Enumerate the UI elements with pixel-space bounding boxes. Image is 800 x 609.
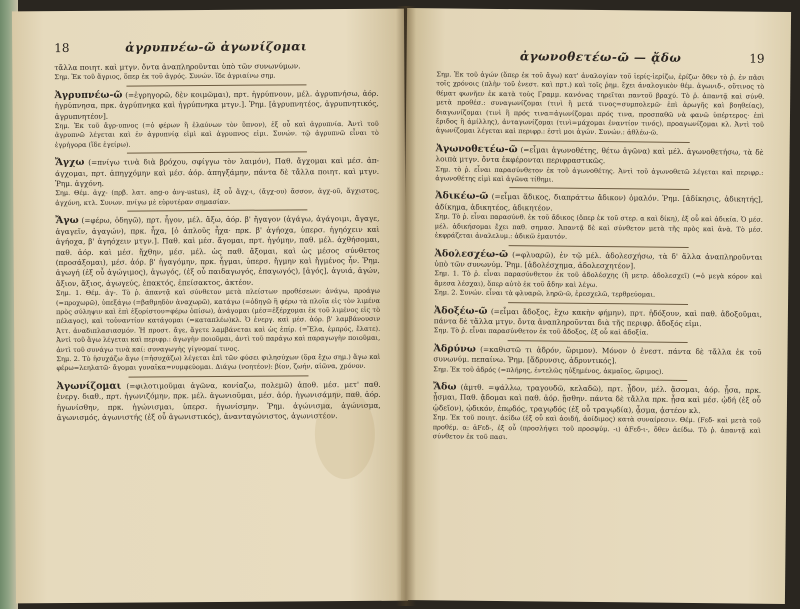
entry-note: Σημ. Ἐκ τοῦ ἀγών (ὅπερ ἐκ τοῦ ἄγω) κατ' ἀναλογίαν τοῦ ἱερίς-ἱερίζω, ἐρίζω· ὅθεν τὸ ῥ. ἐν πᾶσι τοῖς χρόνοις (πλὴν τοῦ ἐνεστ. καὶ πρτ.) καὶ τοῖς ῥημ. ἔχει ἀναλογικὸν θέμ. ἀγωνιδ-, οὕτινος τὸ θέματ φωνῆεν ἐκ κατὰ τοὺς Γραμμ. κανόνας τηρεῖται παντοῦ βραχύ. Τὸ ῥ. ἀπαντᾷ καὶ σύνθ. μετὰ προθέσ.: συναγωνίζομαι (τινὶ ἢ μετά τινος=συμπολεμῶ· ἐπὶ ἀρωγῆς καὶ βοηθείας), διαγωνίζομαι (τινὶ ἢ πρός τινα=ἀγωνίζομαι πρός τινα, προσπαθῶ νὰ φανῶ ὑπέρτερος· ἐπὶ ἔριδος ἢ ἀμίλλης), ἀνταγωνίζομαι (τινὶ=μάχομαι ἐναντίον τινός), προαγωνίζομαι κλ. Ἀντὶ τοῦ ἀγωνίζομαι λέγεται καὶ περιφρ.: ἐστὶ μοι ἀγών. Συνών.: ἀθλέω-ῶ. bbox=[435, 70, 765, 138]
entry-lemma: Ἀδρύνω bbox=[433, 343, 476, 355]
entry-definition: (ἀμτθ. =ψάλλω, τραγουδῶ, κελαδῶ), πρτ. ᾖδον, μέλ. ᾄσομαι, ἀόρ. ᾖσα, πρκ. ᾖσμαι, Παθ. ᾄδομαι καὶ παθ. ἀόρ. ᾔσθην. πάντα δὲ τἄλλα πρκ. ᾖσα καὶ μέσ. ᾠδή (ἐξ οὗ ᾠδεῖον), ᾠδικόν, ἐπῳδός, τραγῳδός (ἐξ οὗ τραγῳδία), ᾆσμα, ᾀστέον κλ. bbox=[432, 382, 762, 415]
entry-lemma: Ἀδολεσχέω-ῶ bbox=[434, 247, 509, 260]
page-number: 19 bbox=[749, 51, 765, 66]
page-number: 18 bbox=[54, 40, 70, 56]
entry-divider bbox=[510, 140, 690, 143]
entry-divider bbox=[508, 302, 688, 305]
right-page-header bbox=[437, 48, 765, 65]
entry-note: Σημ. Θέμ. ἀγχ- (πρβ. λατ. ang-o ἀνγ-ustus), ἐξ οὗ ἄγχ-ι, (ἄγχ-ου) ἄσσον, ἀγχ-οῦ, ἄγχιστος, ἀγχόνη, κτλ. Συνων. πνίγω μὲ εὐρυτέραν σημασίαν. bbox=[55, 187, 380, 207]
entry-definition: (=πνίγω τινὰ διὰ βρόχου, σφίγγω τὸν λαιμόν), Παθ. ἄγχομαι καὶ μέσ. ἀπ-άγχομαι, πρτ. ἀπηγχόμην καὶ μέσ. ἀόρ. ἀπηγξάμην, πάντα δὲ τἄλλα ποιητ. καὶ μτγν. Ῥημ. ἀγχόνη. bbox=[55, 156, 380, 189]
dictionary-entry bbox=[55, 156, 379, 189]
entry-note: Σημ. 2. Συνών. εἶναι τὰ φλυαρῶ, ληρῶ-ῶ, ἐρεσχελῶ, τερθρεύομαι. bbox=[434, 288, 656, 299]
entry-lemma: Ἀγωνοθετέω-ῶ bbox=[435, 143, 518, 156]
entry-note: Σημ. Τὸ ῥ. εἶναι παρασύνθετον ἐκ τοῦ ἄδοξος, ἐξ οὗ καὶ ἀδοξία. bbox=[433, 326, 649, 337]
running-head: ἀγρυπνέω-ῶ ἀγωνίζομαι bbox=[125, 39, 308, 55]
right-page bbox=[401, 8, 791, 604]
book-gutter bbox=[396, 6, 416, 606]
entry-definition: (=φιλοτιμοῦμαι ἀγῶνα, κονίαζω, πολεμῶ) ἀποθ. μέσ. μετ' παθ. ἐνεργ. διαθ., πρτ. ἠγωνιζόμην, πρκ. μέλ. ἀγωνιοῦμαι, μέσ. ἀόρ. ἠγωνισάμην, παθ. ἀόρ. ἠγωνίσθην, πρκ. ἠγώνισμαι, ὑπερσ. ἠγωνίσμην. Ῥημ. ἀγώνισμα, ἀγώνισμα, ἀγωνισμός, ἀγωνιστής (ἐξ οὗ ἀγωνιστικός), ἀνανταγώνιστος, ἀγωνιστέον. bbox=[56, 379, 381, 423]
entry-divider bbox=[509, 245, 689, 248]
left-page-text bbox=[54, 61, 381, 424]
entry-note: Σημ. Ἐκ τοῦ ποιητ. ἀείδω (ἐξ οὗ καὶ ἀοιδή, ἀοίδιμος) κατὰ συναίρεσιν. Θέμ. (Fεδ- καὶ μετὰ τοῦ προθέμ. α: ἀFεδ-, ἐξ οὗ (προσλήψει τοῦ προσφύμ. -ι) ἀFεδ-ι-, ὅθεν ἀείδω. Τὸ ῥ. ἀπαντᾷ καὶ σύνθετον ἐκ τοῦ πασι. bbox=[432, 413, 761, 442]
entry-lemma: Ἀδοξέω-ῶ bbox=[433, 304, 488, 317]
entry-divider bbox=[128, 375, 308, 377]
entry-lemma: Ἀγωνίζομαι bbox=[56, 380, 122, 392]
entry-divider bbox=[127, 152, 307, 154]
entry-definition: (=φέρω, ὁδηγῶ), πρτ. ἦγον, μέλ. ἄξω, ἀόρ. β' ἤγαγον (ἀγάγω, ἀγάγοιμι, ἄγαγε, ἀγαγεῖν, ἀγαγών), πρκ. ἦχα, [ὁ ἀπλοῦς ἦχα· πρκ. β' ἀγήοχα, ὑπερσ. ἠγηόχειν καὶ ἀγήοχα, β' ἀγηόχειν μτγν.]. Παθ. καὶ μέσ. ἄγομαι, πρτ. ἠγόμην, παθ. μέλ. ἀχθήσομαι, παθ. ἀόρ. καὶ μέσ. ἤχθην, μέσ. μέλ. ὡς παθ. ἄξομαι, καὶ ὡς μέσος σύνθετος (προσάξομαι), μέσ. ἀόρ. β' ἠγαγόμην, πρκ. ἦγμαι, ὑπερσ. ἤγμην καὶ ἤγμένος ἦν. Ῥημ. ἀγωγή (ἐξ οὗ ἀγώγιμος), ἀγωγός, (ἐξ οὗ παιδαγωγός, ἐπαγωγός), [ἀγός], ἀγυιά, ἀγών, ἄξιον, ἄξιος, ἀγωγεύς, ἐπακτός, ἐπείσακτος, ἀκτέον. bbox=[55, 214, 380, 288]
entry-definition: (=εἶμαι ἄδικος, διαπράττω ἄδικον) ὁμαλόν. Ῥημ. [ἀδίκησις, ἀδικητής], ἀδίκημα, ἀδικητέος, ἀδικητέον. bbox=[434, 192, 764, 213]
entry-definition: (=καθιστῶ τι ἀδρόν, ὥριμον). Μόνον ὁ ἐνεστ. πάντα δὲ τἄλλα ἐκ τοῦ συνωνύμ. πεπαίνω. Ῥημ. [ἄδρυνσις, ἀδρυντικός]. bbox=[433, 344, 762, 366]
dictionary-entry bbox=[54, 89, 378, 122]
entry-note: Σημ. 1. Τὸ ῥ. εἶναι παρασύνθετον ἐκ τοῦ ἀδολέσχης (ἢ μετρ. ἀδολεσχεῖ) (=ὁ μεγὰ κόρον καὶ ἄμεσα λέσχαι), ὅπερ αὐτὸ ἐκ τοῦ ἄδην καὶ λέγω. bbox=[434, 269, 763, 289]
entry-lemma: Ἄγω bbox=[55, 215, 79, 227]
entry-divider bbox=[509, 188, 689, 191]
entry-note: Σημ. 2. Τὸ ἡσυχάζω ἄγω (=ἡσυχάζω) λέγεται ἐπὶ τῶν φύσει φιλησύχων (ὅρα ἔχω σημ.) ἄγω καὶ φέρω=λεηλατῶ· ἄγομαι γυναῖκα=νυμφεύομαι. Διάγω (νοητέον): βίον, ζωήν, αἰῶνα, χρόνον. bbox=[56, 352, 381, 373]
entry-note: Σημ. τὸ ῥ. εἶναι παρασύνθετον ἐκ τοῦ ἀγωνοθέτης. Ἀντὶ τοῦ ἀγωνοθετῶ λέγεται καὶ περιφρ.: ἀγωνοθέτης εἰμὶ καὶ ἀγῶνα τίθημι. bbox=[435, 164, 764, 184]
entry-note: Σημ. Ἐκ τοῦ ἀδρός (=πλήρης, ἐντελῶς ηὐξημένος, ἀκμαῖος, ὥριμος). bbox=[433, 364, 664, 376]
entry-lemma: Ἀδικέω-ῶ bbox=[435, 190, 489, 203]
entry-note: Σημ. Ἐκ τοῦ ἄγρ-υπνος (=ὁ φέρων ἢ ἐλαύνων τὸν ὕπνον), ἐξ οὗ καὶ ἀγρυπνία. Ἀντὶ τοῦ ἀγρυπνῶ λέγεται καὶ ἐν ἀγρυπνίᾳ εἰμὶ καὶ ἀγρυπνος εἰμι. Συνών. τῷ ἀγρυπνῶ εἶναι τὸ ἐγρήγορα (ἴδε ἐγείρω). bbox=[54, 119, 379, 149]
entry-lemma: Ἄγχω bbox=[54, 157, 85, 169]
entry-note: Σημ. 1. Θέμ. ἀγ-. Τὸ ῥ. ἀπαντᾷ καὶ σύνθετον μετὰ πλείστων προθέσεων: ἀνάγω, προάγω (=προχωρῶ), ὑπεξάγω (=βαθμηδὸν ἀναχωρῶ), κατάγω (=ὁδηγῶ ἢ φέρω τὰ πλοῖα εἰς τὸν λιμένα πρὸς σύληψιν καὶ ἐπὶ ἐξορίστου=φέρω ὀπίσω), ἀνάγομαι (μέσ=ἐξέρχομαι ἐκ τοῦ λιμένος εἰς τὸ πέλαγος), καὶ τοὐναντίον κατάγομαι (=καταπλέω)κλ. Ὁ ἐνεργ. καὶ μέσ. ἀόρ. β' λαμβάνουσιν Ἀττ. ἀναδιπλασιασμόν. Ἡ προστ. ἄγε, ἄγετε λαμβάνεται καὶ ὡς ἐπίρ. (=Ἔλα, ἐμπρός, ἔλατε). Ἀντὶ τοῦ ἄγω λέγεται καὶ περιφρ.: ἀγωγὴν ποιοῦμαι, ἀντὶ τοῦ παράγω καὶ παραγωγὴν ποιοῦμαι, ἀντὶ τοῦ συνάγω τινὰ καί: συναγωγὴς γίγνομαί τινος. bbox=[55, 286, 381, 354]
entry-note: Σημ. Ἐκ τοῦ ἄγριος, ὅπερ ἐκ τοῦ ἀγρός. Συνών. ἴδε ἀγριαίνω σημ. bbox=[54, 71, 276, 82]
left-page-header bbox=[54, 39, 378, 55]
left-page bbox=[12, 9, 408, 604]
entry-note: Σημ. Τὸ ῥ. εἶναι παρασύνθ. ἐκ τοῦ ἄδικος (ὅπερ ἐκ τοῦ στερ. α καὶ δίκη), ἐξ οὗ καὶ ἀδικία. Ὁ μέσ. μέλ. ἀδικήσομαι ἔχει παθ. σημασ. Ἀπαντᾷ δὲ καὶ σύνθετον μετὰ τῆς πρὸς καὶ ἀνὰ. Τὸ μέσ. ἐκφράζεται ἀναλελυμ.: ἀδικῶ ἐμαυτόν. bbox=[434, 212, 763, 241]
entry-definition: (=φλυαρῶ), ἐν τῷ μέλ. ἀδολεσχήσω, τὰ δ' ἄλλα ἀναπληροῦνται ὑπὸ τῶν συνωνύμ. Ῥημ. [ἀδολέσχημα, ἀδολεσχητέον]. bbox=[434, 249, 763, 271]
entry-definition: (=εἶμαι ἄδοξος, ἔχω κακὴν φήμην), πρτ. ἠδόξουν, καὶ παθ. ἀδοξοῦμαι, πάντα δὲ τἄλλα μτγν. ὄντα ἀναπληροῦνται διὰ τῆς περιφρ. ἄδοξός εἰμι. bbox=[433, 306, 762, 329]
entry-divider bbox=[127, 210, 307, 212]
entry-divider bbox=[508, 340, 688, 343]
entry-divider bbox=[126, 84, 306, 86]
entry-definition: (=ἐγρηγορῶ, δὲν κοιμῶμαι), πρτ. ἠγρύπνουν, μέλ. ἀγρυπνήσω, ἀόρ. ἠγρύπνησα, πρκ. ἀγρύπνηκα καὶ ἠγρύπνηκα μτγν.]. Ῥημ. [ἀγρυπνητέος, ἀγρυπνητικός, ἀγρυπνητέον]. bbox=[54, 88, 379, 121]
entry-lemma: Ἀγρυπνέω-ῶ bbox=[54, 89, 123, 101]
text-line: τἄλλα ποιητ. καὶ μτγν. ὄντα ἀναπληροῦνται ὑπὸ τῶν συνωνύμων. bbox=[54, 61, 301, 73]
entry-divider bbox=[507, 378, 687, 381]
right-page-text bbox=[433, 70, 765, 445]
entry-lemma: Ἄδω bbox=[433, 381, 457, 393]
entry-definition: (=εἶμαι ἀγωνοθέτης, θέτω ἀγῶνα) καὶ μέλ. ἀγωνοθετήσω, τὰ δὲ λοιπὰ μτγν. ὄντα ἐκφέρονται περιφραστικῶς. bbox=[435, 145, 764, 166]
dictionary-entry bbox=[433, 344, 761, 368]
dictionary-entry bbox=[435, 144, 763, 168]
dictionary-entry bbox=[55, 214, 380, 289]
running-head: ἀγωνοθετέω-ῶ — ᾄδω bbox=[519, 49, 682, 65]
dictionary-entry bbox=[433, 382, 761, 417]
